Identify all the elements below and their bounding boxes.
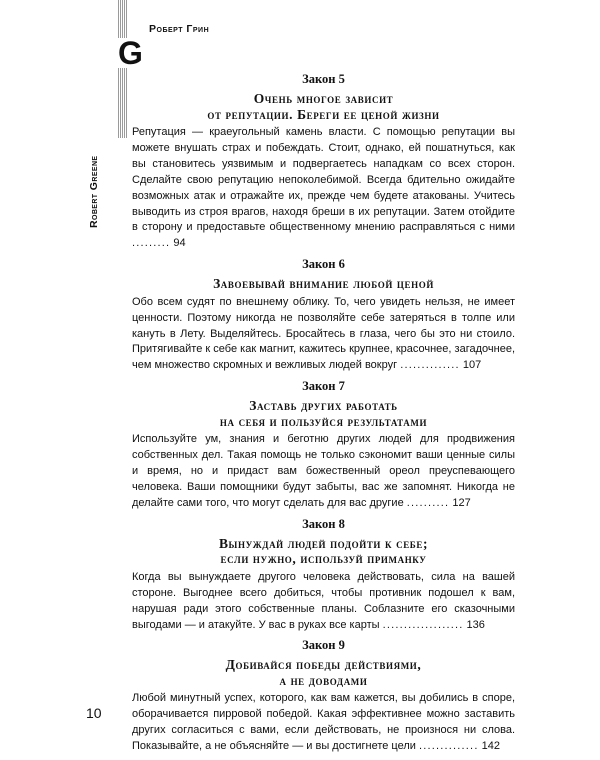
page-reference-number: 142 xyxy=(481,740,500,753)
law-description xyxy=(132,432,515,512)
running-head-author: Роберт Грин xyxy=(149,23,210,35)
law-title-line: Вынуждай людей подойти к себе; xyxy=(218,535,429,551)
table-of-contents xyxy=(132,72,515,760)
law-title-line: от репутации. Береги ее ценой жизни xyxy=(207,106,440,122)
law-title-line: если нужно, используй приманку xyxy=(220,551,427,567)
leader-dots: .............. xyxy=(418,740,479,753)
law-number: Закон 8 xyxy=(302,516,345,531)
page-reference-number: 94 xyxy=(173,237,186,250)
law-number: Закон 7 xyxy=(302,379,345,394)
law-number: Закон 9 xyxy=(302,638,345,653)
spine-label xyxy=(86,78,106,228)
leader-dots: .......... xyxy=(406,496,450,509)
page-reference[interactable] xyxy=(383,619,485,631)
law-description-text: Любой минутный успех, которого, как вам кажется, вы добились в споре, оборачивается пирровой победой. Какая эффективнее можно заставить других согласиться с вами, если действовать, не произнося ни слова. Показывайте, а не объясняйте — и вы достигнете цели xyxy=(132,692,515,753)
law-description xyxy=(132,125,515,252)
page-reference-number: 107 xyxy=(462,359,482,372)
page-reference[interactable] xyxy=(400,359,481,371)
law-title xyxy=(132,91,515,122)
spine-label-text: Robert Greene xyxy=(88,155,100,228)
law-entry-9 xyxy=(132,638,515,755)
law-title-line: Завоевывай внимание любой ценой xyxy=(213,276,434,292)
law-number: Закон 5 xyxy=(302,72,345,86)
leader-dots: ................... xyxy=(382,618,464,631)
law-description xyxy=(132,691,515,755)
law-description-text: Обо всем судят по внешнему облику. То, чего увидеть нельзя, не имеет ценности. Поэтому никогда не позволяйте себе затеряться в толпе или кануть в Лету. Выделяйтесь. Бросайтесь в глаза, чего бы это ни стоило. Притягивайте к себе как магнит, кажитесь крупнее, красочнее, загадочнее, чем множество скромных и вежливых людей вокруг xyxy=(132,295,515,372)
page-reference[interactable] xyxy=(407,497,471,509)
law-number: Закон 6 xyxy=(302,257,345,272)
law-description-text: Используйте ум, знания и беготню других людей для продвижения собственных дел. Такая помощь не только сэкономит ваши ценные силы и время, но и придаст вам божественный ореол преуспевающего человека. Ваши помощники будут забыты, вас же запомнят. Никогда не делайте сами того, что могут сделать для вас другие xyxy=(132,433,515,509)
page-reference[interactable] xyxy=(419,740,500,752)
page-reference[interactable] xyxy=(132,237,186,249)
law-title-line: на себя и пользуйся результатами xyxy=(219,413,428,429)
page-reference-number: 136 xyxy=(466,618,485,631)
g-logo: G xyxy=(118,35,143,71)
law-title-line: Добивайся победы действиями, xyxy=(225,657,422,673)
law-description xyxy=(132,570,515,634)
law-title xyxy=(132,276,515,292)
law-title-line: Очень многое зависит xyxy=(253,91,394,106)
page-number: 10 xyxy=(86,705,102,721)
law-title xyxy=(132,657,515,688)
law-description-text: Репутация — краеугольный камень власти. С помощью репутации вы можете внушать страх и побеждать. Стоит, однако, ей пошатнуться, как вы становитесь уязвимым и подвергаетесь нападкам со всех сторон. Сделайте свою репутацию непоколебимой. Всегда бдительно ожидайте возможных атак и отражайте их, прежде чем будете атакованы. Учитесь выводить из строя врагов, находя бреши в их репутации. Затем отойдите в сторону и предоставьте общественному мнению расправляться с ними xyxy=(132,126,515,234)
law-title xyxy=(132,398,515,429)
law-entry-5 xyxy=(132,72,515,252)
law-title-line: а не доводами xyxy=(279,672,368,688)
law-description xyxy=(132,295,515,375)
law-title xyxy=(132,536,515,567)
leader-dots: ......... xyxy=(132,237,171,250)
law-entry-8 xyxy=(132,517,515,634)
page-reference-number: 127 xyxy=(452,496,471,509)
law-entry-7 xyxy=(132,379,515,512)
law-description-text: Когда вы вынуждаете другого человека действовать, сила на вашей стороне. Выгоднее всего добиться, чтобы противник подошел к вам, нарушая ради этого собственные планы. Соблазните его сказочными выгодами — и атакуйте. У вас в руках все карты xyxy=(132,570,515,631)
law-entry-6 xyxy=(132,257,515,374)
leader-dots: .............. xyxy=(400,359,460,372)
law-title-line: Заставь других работать xyxy=(249,398,398,414)
